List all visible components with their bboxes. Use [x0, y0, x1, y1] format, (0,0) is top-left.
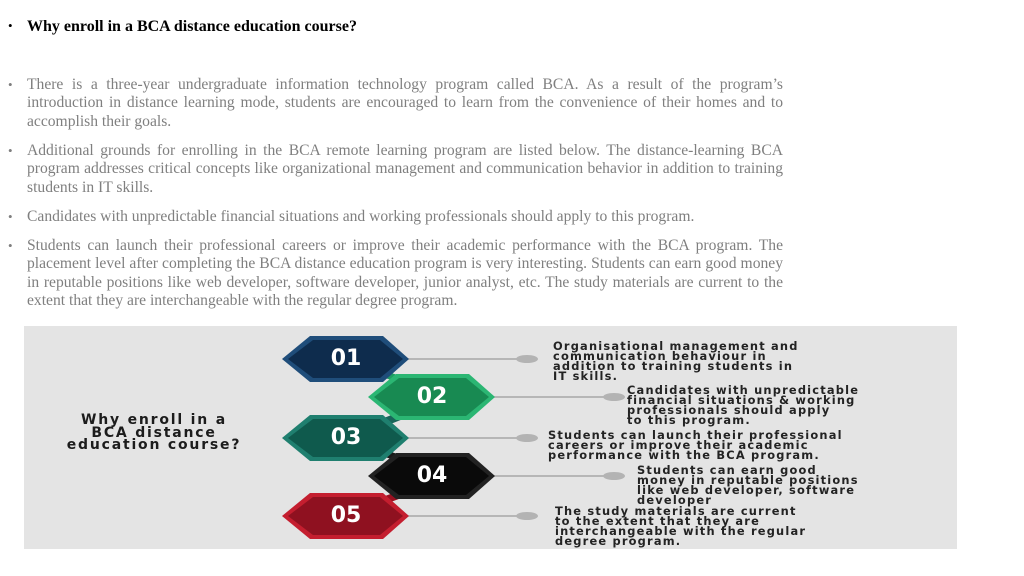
step-text-3 — [548, 430, 843, 460]
step-text-line: communication behaviour in — [553, 349, 767, 363]
connector-dot-5 — [516, 512, 538, 520]
infographic-title-line: BCA distance — [91, 424, 217, 441]
bullet-item-2 — [8, 142, 783, 197]
infographic-image — [24, 326, 957, 549]
slide-heading-row — [8, 17, 357, 37]
step-text-line: financial situations & working — [627, 393, 856, 407]
step-text-line: Students can earn good — [637, 463, 817, 477]
step-text-line: careers or improve their academic — [548, 438, 809, 452]
step-text-5 — [555, 506, 806, 546]
step-text-line: Students can launch their professional — [548, 428, 843, 442]
bullet-text: Additional grounds for enrolling in the BCA remote learning program are listed below. The distance-learning BCA program addresses critical concepts like organizational management and communication behavior in addition to training students in IT skills. — [27, 142, 783, 196]
step-number-3: 03 — [330, 425, 362, 450]
step-number-4: 04 — [416, 463, 448, 488]
connector-dot-1 — [516, 355, 538, 363]
step-text-line: IT skills. — [553, 369, 619, 383]
step-text-line: Organisational management and — [553, 339, 799, 353]
bullet-item-4 — [8, 237, 783, 311]
bullet-dot: • — [8, 77, 13, 92]
infographic-title-line: education course? — [66, 437, 242, 454]
step-text-line: like web developer, software — [637, 483, 856, 497]
bullet-dot: • — [8, 209, 13, 224]
step-text-line: money in reputable positions — [637, 473, 859, 487]
bullet-dot: • — [8, 238, 13, 253]
infographic-title — [24, 414, 284, 452]
step-number-2: 02 — [416, 384, 448, 409]
step-text-line: The study materials are current — [555, 504, 797, 518]
connector-dot-3 — [516, 434, 538, 442]
slide-heading: Why enroll in a BCA distance education course? — [27, 18, 357, 35]
step-text-line: Candidates with unpredictable — [627, 383, 860, 397]
bullet-dot: • — [8, 18, 13, 33]
bullet-item-3 — [8, 208, 783, 226]
step-text-line: developer — [637, 493, 713, 507]
infographic-title-line: Why enroll in a — [81, 412, 227, 428]
bullet-text: Students can launch their professional careers or improve their academic performance with the BCA program. The placement level after completing the BCA distance education program is very interesting. Students can earn good money in reputable positions like web developer, software developer, junior analyst, etc. The study materials are current to the extent that they are interchangeable with the regular degree program. — [27, 237, 783, 310]
bullet-text: There is a three-year undergraduate information technology program called BCA. As a result of the program’s introduction in distance learning mode, students are encouraged to learn from the convenience of their homes and to accomplish their goals. — [27, 76, 783, 130]
bullet-dot: • — [8, 143, 13, 158]
step-number-1: 01 — [330, 346, 362, 371]
step-text-line: professionals should apply — [627, 403, 831, 417]
step-text-line: interchangeable with the regular — [555, 524, 807, 538]
step-text-line: to the extent that they are — [555, 514, 760, 528]
step-text-line: degree program. — [555, 534, 682, 548]
bullet-text: Candidates with unpredictable financial situations and working professionals should apply to this program. — [27, 208, 695, 225]
connector-dot-2 — [603, 393, 625, 401]
step-text-1 — [553, 341, 799, 381]
step-text-4 — [637, 465, 859, 505]
connector-dot-4 — [603, 472, 625, 480]
step-text-line: to this program. — [627, 413, 751, 427]
step-text-2 — [627, 385, 859, 425]
step-text-line: performance with the BCA program. — [548, 448, 820, 462]
step-number-5: 05 — [330, 503, 362, 528]
step-text-line: addition to training students in — [553, 359, 794, 373]
bullet-item-1 — [8, 76, 783, 131]
